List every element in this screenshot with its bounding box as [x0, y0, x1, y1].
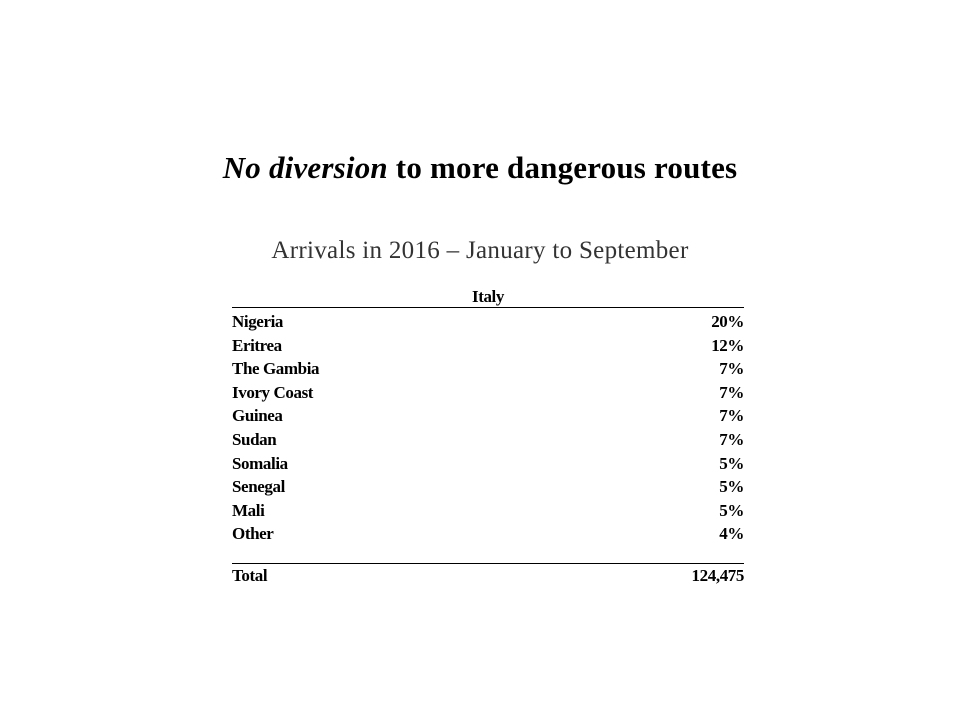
table-header-italy: Italy: [232, 286, 744, 308]
table-body: [232, 308, 744, 546]
table-row: [232, 404, 744, 428]
slide-title-rest: to more dangerous routes: [387, 150, 738, 185]
slide-title: [0, 150, 960, 186]
country-share: 7%: [719, 382, 744, 402]
country-share: 12%: [711, 335, 744, 355]
country-share: 5%: [719, 477, 744, 497]
country-share: 20%: [711, 312, 744, 331]
country-name: Senegal: [232, 477, 285, 497]
country-share: 7%: [719, 359, 744, 379]
slide-title-emphasis: No diversion: [222, 150, 388, 185]
table-row: [232, 452, 744, 476]
country-share: 7%: [719, 406, 744, 426]
country-name: Ivory Coast: [232, 382, 314, 402]
total-label: Total: [232, 565, 268, 585]
table-row: [232, 475, 744, 499]
table-row: [232, 499, 744, 523]
table-row: [232, 522, 744, 546]
country-name: Somalia: [232, 453, 288, 473]
table-row: [232, 428, 744, 452]
country-share: 5%: [719, 500, 744, 520]
country-share: 4%: [719, 524, 744, 544]
country-share: 7%: [719, 429, 744, 449]
table-row: [232, 334, 744, 358]
table-row: [232, 310, 744, 334]
arrivals-table: [232, 286, 744, 588]
total-value: 124,475: [691, 565, 744, 585]
table-total-row: [232, 564, 744, 588]
country-name: Nigeria: [232, 312, 284, 331]
table-row: [232, 381, 744, 405]
table-row: [232, 357, 744, 381]
country-name: The Gambia: [232, 359, 320, 379]
country-name: Mali: [232, 500, 265, 520]
slide-subtitle: Arrivals in 2016 – January to September: [271, 237, 689, 264]
country-name: Guinea: [232, 406, 283, 426]
country-share: 5%: [719, 453, 744, 473]
country-name: Eritrea: [232, 335, 282, 355]
country-name: Other: [232, 524, 274, 544]
country-name: Sudan: [232, 429, 277, 449]
